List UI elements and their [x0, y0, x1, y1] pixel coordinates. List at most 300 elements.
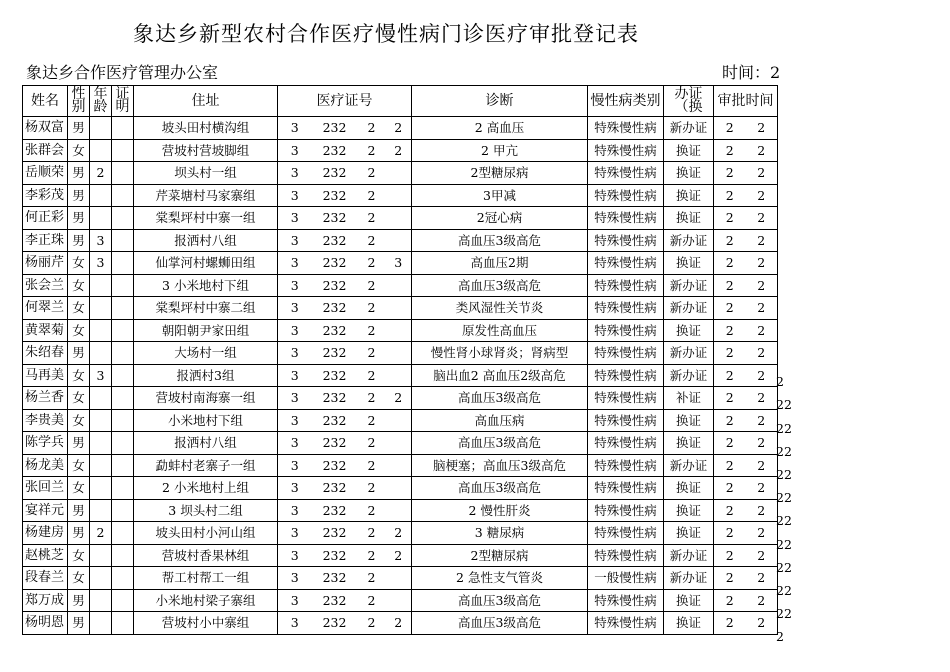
- card-part-4: 2: [386, 544, 412, 567]
- row-category: 特殊慢性病: [588, 252, 664, 275]
- time-part-2: 2: [746, 589, 778, 612]
- row-address: 小米地村梁子寨组: [134, 589, 278, 612]
- row-name: 岳顺荣: [23, 162, 68, 185]
- card-part-2: 232: [312, 364, 358, 387]
- time-part-2: 2: [746, 387, 778, 410]
- card-part-1: 3: [278, 544, 312, 567]
- row-name: 朱绍春: [23, 342, 68, 365]
- row-category: 特殊慢性病: [588, 387, 664, 410]
- row-age: 2: [90, 522, 112, 545]
- row-diagnosis: 3甲减: [412, 184, 588, 207]
- row-category: 特殊慢性病: [588, 432, 664, 455]
- card-part-4: [386, 477, 412, 500]
- row-name: 张会兰: [23, 274, 68, 297]
- time-part-1: 2: [714, 229, 746, 252]
- card-part-3: 2: [358, 477, 386, 500]
- card-part-2: 232: [312, 477, 358, 500]
- row-category: 特殊慢性病: [588, 342, 664, 365]
- row-address: 芹菜塘村马家寨组: [134, 184, 278, 207]
- row-name: 杨丽芹: [23, 252, 68, 275]
- time-part-2: 2: [746, 612, 778, 635]
- row-category: 特殊慢性病: [588, 229, 664, 252]
- card-part-2: 232: [312, 567, 358, 590]
- table-row: [23, 252, 778, 275]
- card-part-4: [386, 207, 412, 230]
- row-diagnosis: 2型糖尿病: [412, 162, 588, 185]
- table-row: [23, 589, 778, 612]
- card-part-1: 3: [278, 342, 312, 365]
- card-part-4: [386, 342, 412, 365]
- time-part-1: 2: [714, 477, 746, 500]
- time-part-1: 2: [714, 274, 746, 297]
- table-row: [23, 229, 778, 252]
- row-action: 新办证: [664, 117, 714, 140]
- col-age: 年龄: [90, 86, 112, 117]
- card-part-4: [386, 229, 412, 252]
- row-action: 换证: [664, 162, 714, 185]
- time-part-2: 2: [746, 319, 778, 342]
- row-name: 何正彩: [23, 207, 68, 230]
- row-address: 3 小米地村下组: [134, 274, 278, 297]
- row-diagnosis: 慢性肾小球肾炎；肾病型: [412, 342, 588, 365]
- row-diagnosis: 高血压3级高危: [412, 229, 588, 252]
- table-row: [23, 297, 778, 320]
- row-category: 特殊慢性病: [588, 454, 664, 477]
- card-part-3: 2: [358, 409, 386, 432]
- time-part-2: 2: [746, 229, 778, 252]
- row-address: 大场村一组: [134, 342, 278, 365]
- row-age: [90, 544, 112, 567]
- row-gender: 女: [68, 409, 90, 432]
- col-category: 慢性病类别: [588, 86, 664, 117]
- card-part-2: 232: [312, 499, 358, 522]
- row-gender: 男: [68, 522, 90, 545]
- row-gender: 男: [68, 432, 90, 455]
- row-name: 张回兰: [23, 477, 68, 500]
- row-diagnosis: 2冠心病: [412, 207, 588, 230]
- card-part-2: 232: [312, 342, 358, 365]
- row-category: 特殊慢性病: [588, 139, 664, 162]
- card-part-2: 232: [312, 319, 358, 342]
- row-action: 换证: [664, 409, 714, 432]
- card-part-3: 2: [358, 252, 386, 275]
- row-action: 换证: [664, 184, 714, 207]
- row-age: [90, 342, 112, 365]
- row-category: 特殊慢性病: [588, 499, 664, 522]
- card-part-1: 3: [278, 252, 312, 275]
- row-name: 马再美: [23, 364, 68, 387]
- row-diagnosis: 2 甲亢: [412, 139, 588, 162]
- time-part-1: 2: [714, 207, 746, 230]
- row-name: 何翠兰: [23, 297, 68, 320]
- table-row: [23, 567, 778, 590]
- card-part-1: 3: [278, 274, 312, 297]
- time-part-1: 2: [714, 567, 746, 590]
- time-part-1: 2: [714, 184, 746, 207]
- row-action: 新办证: [664, 544, 714, 567]
- row-name: 杨建房: [23, 522, 68, 545]
- row-action: 换证: [664, 499, 714, 522]
- card-part-2: 232: [312, 117, 358, 140]
- row-gender: 男: [68, 342, 90, 365]
- card-part-4: [386, 432, 412, 455]
- card-part-1: 3: [278, 117, 312, 140]
- row-category: 特殊慢性病: [588, 297, 664, 320]
- row-cert: [112, 477, 134, 500]
- table-row: [23, 364, 778, 387]
- card-part-3: 2: [358, 499, 386, 522]
- time-part-2: 2: [746, 297, 778, 320]
- time-part-1: 2: [714, 252, 746, 275]
- row-address: 小米地村下组: [134, 409, 278, 432]
- row-address: 勐蚌村老寨子一组: [134, 454, 278, 477]
- row-diagnosis: 脑梗塞；高血压3级高危: [412, 454, 588, 477]
- row-action: 换证: [664, 522, 714, 545]
- row-age: [90, 409, 112, 432]
- table-row: [23, 274, 778, 297]
- row-diagnosis: 原发性高血压: [412, 319, 588, 342]
- row-extra-value: 22: [776, 583, 792, 598]
- row-extra-value: 22: [776, 559, 792, 575]
- registration-table: [22, 85, 778, 635]
- card-part-3: 2: [358, 342, 386, 365]
- row-action: 新办证: [664, 297, 714, 320]
- row-gender: 女: [68, 319, 90, 342]
- row-cert: [112, 454, 134, 477]
- row-diagnosis: 2 高血压: [412, 117, 588, 140]
- time-part-2: 2: [746, 477, 778, 500]
- table-row: [23, 117, 778, 140]
- row-diagnosis: 高血压3级高危: [412, 432, 588, 455]
- row-gender: 女: [68, 297, 90, 320]
- card-part-3: 2: [358, 432, 386, 455]
- card-part-1: 3: [278, 612, 312, 635]
- card-part-1: 3: [278, 297, 312, 320]
- row-category: 特殊慢性病: [588, 477, 664, 500]
- time-part-1: 2: [714, 364, 746, 387]
- card-part-4: [386, 162, 412, 185]
- time-part-1: 2: [714, 612, 746, 635]
- row-name: 宴祥元: [23, 499, 68, 522]
- card-part-1: 3: [278, 477, 312, 500]
- row-age: [90, 274, 112, 297]
- card-part-2: 232: [312, 612, 358, 635]
- card-part-2: 232: [312, 139, 358, 162]
- card-part-2: 232: [312, 432, 358, 455]
- card-part-4: [386, 274, 412, 297]
- time-part-2: 2: [746, 454, 778, 477]
- row-extra-value: 22: [776, 536, 792, 552]
- row-gender: 男: [68, 117, 90, 140]
- card-part-3: 2: [358, 454, 386, 477]
- row-category: 特殊慢性病: [588, 184, 664, 207]
- card-part-1: 3: [278, 162, 312, 185]
- time-part-1: 2: [714, 499, 746, 522]
- time-label: 时间：2: [722, 63, 781, 82]
- row-address: 报洒村八组: [134, 229, 278, 252]
- card-part-1: 3: [278, 567, 312, 590]
- row-category: 特殊慢性病: [588, 364, 664, 387]
- card-part-1: 3: [278, 207, 312, 230]
- card-part-1: 3: [278, 184, 312, 207]
- row-extra-value: 22: [776, 443, 792, 459]
- row-action: 新办证: [664, 567, 714, 590]
- row-age: [90, 184, 112, 207]
- time-part-2: 2: [746, 252, 778, 275]
- col-cert: 证明: [112, 86, 134, 117]
- table-row: [23, 477, 778, 500]
- card-part-2: 232: [312, 162, 358, 185]
- card-part-1: 3: [278, 409, 312, 432]
- row-cert: [112, 387, 134, 410]
- row-name: 杨明恩: [23, 612, 68, 635]
- row-cert: [112, 207, 134, 230]
- card-part-3: 2: [358, 207, 386, 230]
- card-part-4: [386, 319, 412, 342]
- card-part-4: [386, 297, 412, 320]
- row-address: 坡头田村横沟组: [134, 117, 278, 140]
- col-gender: 性别: [68, 86, 90, 117]
- row-age: 3: [90, 252, 112, 275]
- row-category: 特殊慢性病: [588, 274, 664, 297]
- row-cert: [112, 162, 134, 185]
- row-name: 段春兰: [23, 567, 68, 590]
- time-part-2: 2: [746, 364, 778, 387]
- row-gender: 男: [68, 589, 90, 612]
- card-part-2: 232: [312, 297, 358, 320]
- time-part-1: 2: [714, 342, 746, 365]
- row-address: 棠梨坪村中寨一组: [134, 207, 278, 230]
- time-part-2: 2: [746, 342, 778, 365]
- row-extra-value: 22: [776, 606, 792, 622]
- row-diagnosis: 类风湿性关节炎: [412, 297, 588, 320]
- row-gender: 男: [68, 184, 90, 207]
- card-part-2: 232: [312, 387, 358, 410]
- card-part-3: 2: [358, 589, 386, 612]
- card-part-2: 232: [312, 544, 358, 567]
- row-diagnosis: 脑出血2 高血压2级高危: [412, 364, 588, 387]
- row-category: 特殊慢性病: [588, 117, 664, 140]
- card-part-1: 3: [278, 522, 312, 545]
- row-name: 杨龙美: [23, 454, 68, 477]
- row-age: 3: [90, 229, 112, 252]
- row-action: 补证: [664, 387, 714, 410]
- row-address: 坡头田村小河山组: [134, 522, 278, 545]
- time-part-1: 2: [714, 544, 746, 567]
- row-gender: 女: [68, 477, 90, 500]
- card-part-3: 2: [358, 297, 386, 320]
- time-part-2: 2: [746, 139, 778, 162]
- row-cert: [112, 499, 134, 522]
- card-part-3: 2: [358, 162, 386, 185]
- row-gender: 男: [68, 229, 90, 252]
- row-address: 营坡村营坡脚组: [134, 139, 278, 162]
- card-part-4: [386, 454, 412, 477]
- table-row: [23, 387, 778, 410]
- row-category: 特殊慢性病: [588, 544, 664, 567]
- row-gender: 男: [68, 162, 90, 185]
- table-row: [23, 522, 778, 545]
- row-cert: [112, 589, 134, 612]
- time-part-2: 2: [746, 499, 778, 522]
- card-part-4: [386, 184, 412, 207]
- row-age: 3: [90, 364, 112, 387]
- table-row: [23, 207, 778, 230]
- page-title: 象达乡新型农村合作医疗慢性病门诊医疗审批登记表: [133, 22, 639, 46]
- row-cert: [112, 319, 134, 342]
- col-address: 住址: [134, 86, 278, 117]
- time-part-1: 2: [714, 297, 746, 320]
- row-name: 李彩茂: [23, 184, 68, 207]
- row-cert: [112, 612, 134, 635]
- time-part-2: 2: [746, 117, 778, 140]
- time-part-2: 2: [746, 522, 778, 545]
- card-part-3: 2: [358, 364, 386, 387]
- row-action: 换证: [664, 252, 714, 275]
- row-name: 郑万成: [23, 589, 68, 612]
- table-row: [23, 139, 778, 162]
- card-part-3: 2: [358, 319, 386, 342]
- row-age: [90, 117, 112, 140]
- row-action: 换证: [664, 207, 714, 230]
- card-part-4: [386, 364, 412, 387]
- time-part-1: 2: [714, 589, 746, 612]
- row-diagnosis: 高血压2期: [412, 252, 588, 275]
- header-row: [23, 86, 778, 117]
- table-row: [23, 184, 778, 207]
- row-gender: 女: [68, 387, 90, 410]
- card-part-2: 232: [312, 252, 358, 275]
- card-part-3: 2: [358, 117, 386, 140]
- card-part-2: 232: [312, 207, 358, 230]
- row-gender: 女: [68, 567, 90, 590]
- row-gender: 女: [68, 252, 90, 275]
- row-age: [90, 589, 112, 612]
- row-diagnosis: 2 急性支气管炎: [412, 567, 588, 590]
- card-part-1: 3: [278, 432, 312, 455]
- time-part-1: 2: [714, 409, 746, 432]
- card-part-4: 2: [386, 387, 412, 410]
- row-name: 赵桃芝: [23, 544, 68, 567]
- card-part-1: 3: [278, 589, 312, 612]
- row-cert: [112, 364, 134, 387]
- card-part-2: 232: [312, 589, 358, 612]
- row-action: 换证: [664, 612, 714, 635]
- card-part-1: 3: [278, 319, 312, 342]
- row-diagnosis: 高血压3级高危: [412, 387, 588, 410]
- table-row: [23, 612, 778, 635]
- time-part-2: 2: [746, 432, 778, 455]
- row-action: 新办证: [664, 342, 714, 365]
- row-cert: [112, 522, 134, 545]
- card-part-1: 3: [278, 364, 312, 387]
- row-diagnosis: 3 糖尿病: [412, 522, 588, 545]
- card-part-1: 3: [278, 454, 312, 477]
- card-part-3: 2: [358, 274, 386, 297]
- table-row: [23, 544, 778, 567]
- card-part-4: 2: [386, 117, 412, 140]
- row-name: 李正珠: [23, 229, 68, 252]
- row-gender: 女: [68, 364, 90, 387]
- table-row: [23, 432, 778, 455]
- row-category: 特殊慢性病: [588, 522, 664, 545]
- table-row: [23, 499, 778, 522]
- row-age: [90, 477, 112, 500]
- time-part-1: 2: [714, 162, 746, 185]
- row-extra-value: 22: [776, 490, 792, 506]
- row-address: 2 小米地村上组: [134, 477, 278, 500]
- card-part-2: 232: [312, 184, 358, 207]
- row-diagnosis: 高血压3级高危: [412, 589, 588, 612]
- card-part-4: 2: [386, 522, 412, 545]
- row-gender: 女: [68, 139, 90, 162]
- row-age: [90, 432, 112, 455]
- row-age: [90, 387, 112, 410]
- row-age: [90, 612, 112, 635]
- row-cert: [112, 544, 134, 567]
- row-action: 新办证: [664, 274, 714, 297]
- row-gender: 女: [68, 544, 90, 567]
- card-part-2: 232: [312, 409, 358, 432]
- card-part-3: 2: [358, 522, 386, 545]
- row-cert: [112, 297, 134, 320]
- table-row: [23, 162, 778, 185]
- row-cert: [112, 432, 134, 455]
- col-name: 姓名: [23, 86, 68, 117]
- row-cert: [112, 274, 134, 297]
- row-extra-value: 2: [776, 374, 784, 390]
- card-part-2: 232: [312, 274, 358, 297]
- card-part-3: 2: [358, 387, 386, 410]
- row-cert: [112, 229, 134, 252]
- time-part-2: 2: [746, 162, 778, 185]
- card-part-4: 3: [386, 252, 412, 275]
- time-part-2: 2: [746, 274, 778, 297]
- col-diagnosis: 诊断: [412, 86, 588, 117]
- card-part-4: [386, 499, 412, 522]
- table-row: [23, 342, 778, 365]
- time-part-2: 2: [746, 409, 778, 432]
- row-gender: 男: [68, 207, 90, 230]
- row-address: 帮工村帮工一组: [134, 567, 278, 590]
- row-diagnosis: 高血压3级高危: [412, 274, 588, 297]
- row-gender: 女: [68, 454, 90, 477]
- row-cert: [112, 342, 134, 365]
- time-part-1: 2: [714, 319, 746, 342]
- row-address: 3 坝头村二组: [134, 499, 278, 522]
- time-part-1: 2: [714, 117, 746, 140]
- row-gender: 男: [68, 612, 90, 635]
- card-part-4: [386, 409, 412, 432]
- card-part-1: 3: [278, 139, 312, 162]
- card-part-1: 3: [278, 387, 312, 410]
- row-cert: [112, 409, 134, 432]
- time-part-2: 2: [746, 567, 778, 590]
- table-row: [23, 319, 778, 342]
- card-part-4: 2: [386, 139, 412, 162]
- row-category: 特殊慢性病: [588, 162, 664, 185]
- office-label: 象达乡合作医疗管理办公室: [26, 63, 219, 82]
- row-address: 棠梨坪村中寨二组: [134, 297, 278, 320]
- row-address: 营坡村南海寨一组: [134, 387, 278, 410]
- time-part-2: 2: [746, 544, 778, 567]
- card-part-1: 3: [278, 229, 312, 252]
- row-action: 新办证: [664, 454, 714, 477]
- row-diagnosis: 2型糖尿病: [412, 544, 588, 567]
- row-action: 换证: [664, 477, 714, 500]
- row-address: 营坡村香果林组: [134, 544, 278, 567]
- row-address: 仙掌河村螺蛳田组: [134, 252, 278, 275]
